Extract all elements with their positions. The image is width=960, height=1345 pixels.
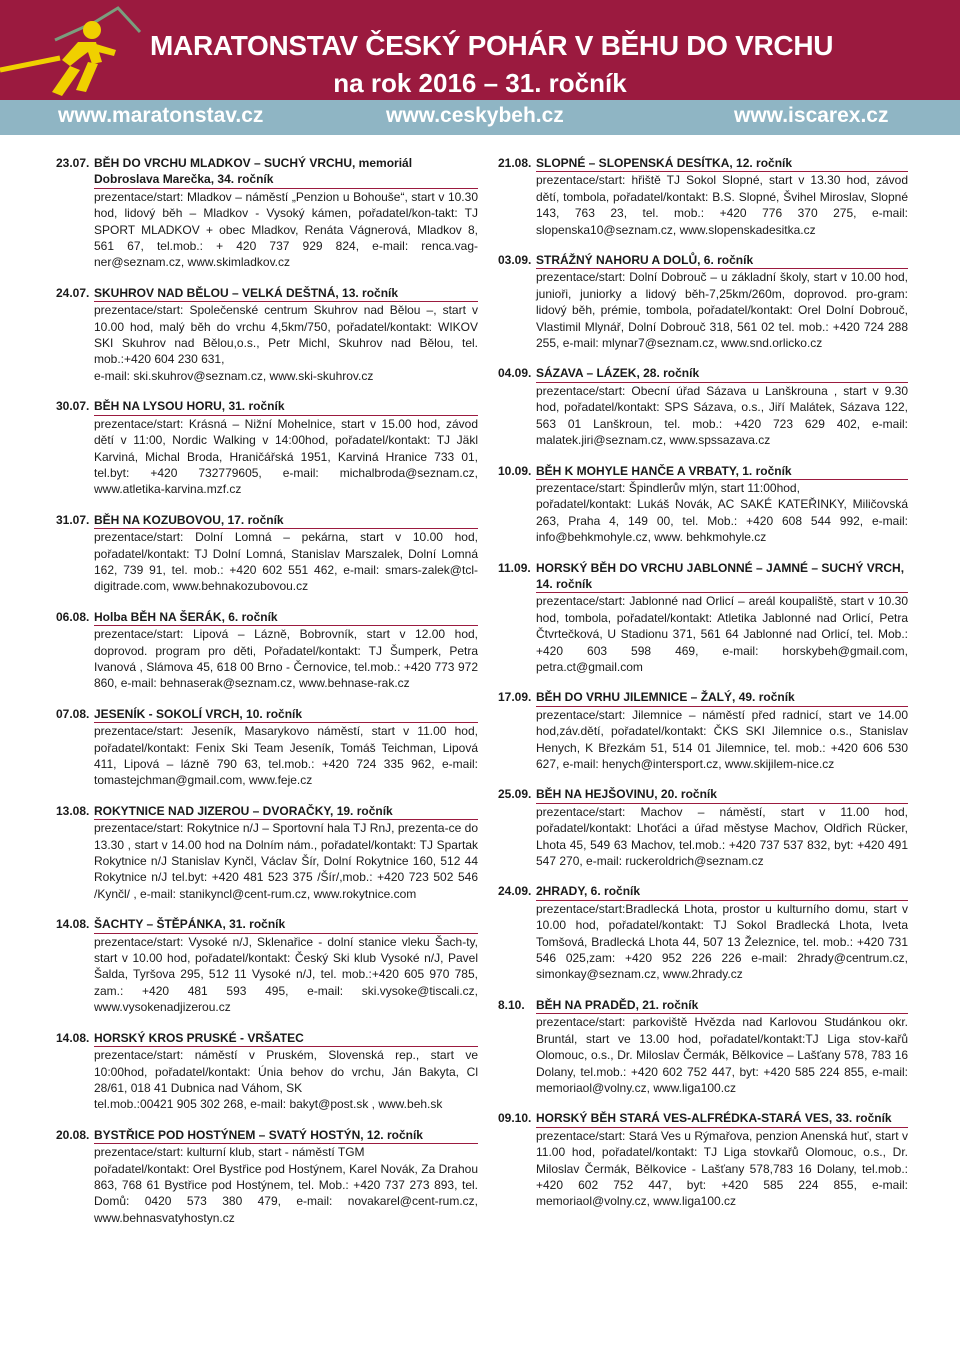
event-detail-line: prezentace/start: Rokytnice n/J – Sportovní hala TJ RnJ, prezenta-ce do 13.30 , start v 14.00 hod na Dolním nám., pořadatel/kontakt: TJ Spartak Rokytnice n/J Stanislav Kynčl, Václav Šír, Dolní Rokytnice 160, 512 44 Rokytnice n/J tel.byt: +420 481 523 375 /Šír/,mob.: +420 723 502 546 /Kynčl/ , e-mail: stanikyncl@cent-rum.cz, www.rokytnice.com xyxy=(94,821,478,901)
url-maratonstav[interactable]: www.maratonstav.cz xyxy=(58,104,264,127)
event-entry xyxy=(498,1110,908,1209)
event-entry xyxy=(498,560,908,676)
event-header xyxy=(498,560,908,594)
event-date: 06.08. xyxy=(56,609,90,624)
event-title: 2HRADY, 6. ročník xyxy=(536,883,908,900)
event-entry xyxy=(56,803,478,902)
event-detail-line: prezentace/start: Jeseník, Masarykovo náměstí, start v 11.00 hod, pořadatel/kontakt: Fenix Ski Team Jeseník, Tomáš Teichman, Lipová 411, Lipová – lázně 790 63, tel.mob.: +420 724 335 962, e-mail: tomastejchman@gmail.com, www.feje.cz xyxy=(94,724,478,788)
event-detail-line: prezentace/start: Stará Ves u Rýmařova, penzion Anenská huť, start v 11.00 hod, pořadatel/kontakt: TJ Liga stovkařů Olomouc, o.s., Dr. Miloslav Čermák, Bělkovice - Lašťany 578,783 16 Dolany, tel.mob.: +420 602 752 447, byt: +420 585 224 855, e-mail: memoriaol@volny.cz, www.liga100.cz xyxy=(536,1128,908,1209)
event-title: BĚH NA HEJŠOVINU, 20. ročník xyxy=(536,786,908,803)
event-title: STRÁŽNÝ NAHORU A DOLŮ, 6. ročník xyxy=(536,252,908,269)
event-entry xyxy=(498,689,908,772)
event-date: 09.10. xyxy=(498,1111,532,1126)
event-detail-line: prezentace/start: Jablonné nad Orlicí – areál koupaliště, start v 10.30 hod, tombola, pořadatel/kontakt: Atletika Jablonné nad Orlicí, Petra Čtvrtečková, U Stadionu 371, 561 64 Jablonné nad Orlicí, tel. Mob.: +420 603 598 469, e-mail: horskybeh@gmail.com, petra.ct@gmail.com xyxy=(536,594,908,674)
event-header xyxy=(56,512,478,529)
event-details xyxy=(536,480,908,546)
event-title: BĚH NA PRADĚD, 21. ročník xyxy=(536,997,908,1014)
event-date: 8.10. xyxy=(498,997,525,1012)
event-header xyxy=(498,1110,908,1127)
event-details xyxy=(94,529,478,595)
event-header xyxy=(56,1030,478,1047)
event-date: 11.09. xyxy=(498,560,531,575)
event-entry xyxy=(56,398,478,497)
event-date: 24.07. xyxy=(56,285,90,300)
event-header xyxy=(498,365,908,382)
event-entry xyxy=(498,365,908,448)
event-details xyxy=(536,1014,908,1096)
event-entry xyxy=(498,252,908,351)
event-details xyxy=(94,723,478,789)
event-title: BĚH NA KOZUBOVOU, 17. ročník xyxy=(94,512,478,529)
event-details xyxy=(94,189,478,271)
event-details xyxy=(536,901,908,983)
event-header xyxy=(56,398,478,415)
event-details xyxy=(536,1128,908,1210)
event-date: 14.08. xyxy=(56,917,90,932)
event-date: 21.08. xyxy=(498,156,532,170)
event-details xyxy=(94,302,478,384)
event-date: 14.08. xyxy=(56,1030,90,1045)
event-title: HORSKÝ BĚH STARÁ VES-ALFRÉDKA-STARÁ VES, 33. ročník xyxy=(536,1110,908,1127)
event-title: SLOPNÉ – SLOPENSKÁ DESÍTKA, 12. ročník xyxy=(536,155,908,172)
event-title: ŠACHTY – ŠTĚPÁNKA, 31. ročník xyxy=(94,916,478,933)
event-date: 30.07. xyxy=(56,399,90,414)
header-title: MARATONSTAV ČESKÝ POHÁR V BĚHU DO VRCHU xyxy=(150,30,834,61)
event-details xyxy=(94,416,478,498)
event-header xyxy=(56,285,478,302)
url-ceskybeh[interactable]: www.ceskybeh.cz xyxy=(386,104,564,127)
event-detail-line: prezentace/start: parkoviště Hvězda nad Karlovou Studánkou okr. Bruntál, start ve 13.00 hod, pořadatel/kontakt:TJ Liga stov-kařů Olomouc, o.s., Dr. Miloslav Čermák, Bělkovice – Lašťany 578, 783 16 Dolany, tel.mob.: +420 602 752 447, byt: +420 585 224 855, e-mail: memoriaol@volny.cz, www.liga100.cz xyxy=(536,1015,908,1095)
event-header xyxy=(498,463,908,480)
event-detail-line: prezentace/start: Obecní úřad Sázava u Lanškrouna , start v 9.30 hod, pořadatel/kontakt: SPS Sázava, o.s., Jiří Malátek, Sázava 122, 563 01 Lanškroun, tel. mob.: +420 723 629 402, e-mail: malatek.jiri@seznam.cz, www.spssazava.cz xyxy=(536,383,908,448)
event-date: 13.08. xyxy=(56,803,90,818)
event-title: HORSKÝ BĚH DO VRCHU JABLONNÉ – JAMNÉ – SUCHÝ VRCH, 14. ročník xyxy=(536,560,908,594)
event-detail-line: pořadatel/kontakt: Orel Bystřice pod Hostýnem, Karel Novák, Za Drahou 863, 768 61 Bystřice pod Hostýnem, tel. Mob.: +420 737 273 893, tel. Domů: 0420 573 380 479, e-mail: novakarel@cent-rum.cz, www.behnasvatyhostyn.cz xyxy=(94,1161,478,1225)
event-details xyxy=(94,626,478,692)
event-title: BĚH NA LYSOU HORU, 31. ročník xyxy=(94,398,478,415)
event-header xyxy=(56,609,478,626)
event-date: 07.08. xyxy=(56,706,90,721)
event-entry xyxy=(498,463,908,546)
event-details xyxy=(536,383,908,449)
event-detail-line: prezentace/start: Dolní Dobrouč – u základní školy, start v 10.00 hod, junioři, juniorky a lidový běh-7,25km/260m, doprovod. pro-gram: lidový běh, prémie, tombola, pořadatel/kontakt: Orel Dolní Dobrouč, Vlastimil Mlynář, Dolní Dobrouč 318, 561 02 tel. mob.: +420 724 288 255, e-mail: mlynar7@seznam.cz, www.snd.orlicko.cz xyxy=(536,270,908,351)
event-title: BĚH K MOHYLE HANČE A VRBATY, 1. ročník xyxy=(536,463,908,480)
event-entry xyxy=(56,155,478,271)
event-detail-line: prezentace/start:Bradlecká Lhota, prostor u kulturního domu, start v 10.00 hod, pořadatel/kontakt: TJ Sokol Bradlecká Lhota, Iveta Tomšová, Bradlecká Lhota 44, 507 13 Železnice, tel. mob.: +420 731 546 025,zam: +420 952 226 226 e-mail: 2hrady@centrum.cz, simonkay@seznam.cz, www.2hrady.cz xyxy=(536,901,908,982)
event-detail-line: prezentace/start: kulturní klub, start - náměstí TGM xyxy=(94,1145,365,1160)
header-banner xyxy=(0,0,960,135)
event-date: 17.09. xyxy=(498,690,532,705)
event-title: SÁZAVA – LÁZEK, 28. ročník xyxy=(536,365,908,382)
event-date: 04.09. xyxy=(498,366,532,381)
event-date: 20.08. xyxy=(56,1127,90,1142)
event-title: Holba BĚH NA ŠERÁK, 6. ročník xyxy=(94,609,478,626)
event-header xyxy=(498,252,908,269)
event-header xyxy=(498,155,908,172)
event-date: 24.09. xyxy=(498,884,532,899)
event-header xyxy=(498,997,908,1014)
event-title: BĚH DO VRHU JILEMNICE – ŽALÝ, 49. ročník xyxy=(536,689,908,706)
event-title: ROKYTNICE NAD JIZEROU – DVORAČKY, 19. ročník xyxy=(94,803,478,820)
event-header xyxy=(498,689,908,706)
event-detail-line: e-mail: ski.skuhrov@seznam.cz, www.ski-skuhrov.cz xyxy=(94,368,374,383)
event-date: 10.09. xyxy=(498,463,532,478)
event-details xyxy=(536,269,908,351)
event-title: BĚH DO VRCHU MLADKOV – SUCHÝ VRCHU, memoriál Dobroslava Marečka, 34. ročník xyxy=(94,155,478,189)
event-entry xyxy=(56,1030,478,1113)
event-detail-line: tel.mob.:00421 905 302 268, e-mail: bakyt@post.sk , www.beh.sk xyxy=(94,1097,443,1112)
event-header xyxy=(56,803,478,820)
event-header xyxy=(498,883,908,900)
event-entry xyxy=(498,883,908,982)
event-details xyxy=(94,1047,478,1113)
event-header xyxy=(498,786,908,803)
runner-logo-icon xyxy=(0,0,170,100)
event-entry xyxy=(56,916,478,1015)
event-detail-line: prezentace/start: Mladkov – náměstí „Penzion u Bohouše“, start v 10.30 hod, lidový běh – Mladkov - Vysoký kámen, pořadatel/kon-takt: TJ SPORT MLADKOV + obec Mladkov, Renáta Vágnerová, Mladkov 8, 561 67, tel.mob.: + 420 737 929 824, e-mail: renca.vag-ner@seznam.cz, www.skimladkov.cz xyxy=(94,189,478,270)
event-title: HORSKÝ KROS PRUSKÉ - VRŠATEC xyxy=(94,1030,478,1047)
event-details xyxy=(94,820,478,902)
right-column xyxy=(498,155,908,1224)
event-detail-line: prezentace/start: Jilemnice – náměstí před radnicí, start ve 14.00 hod,záv.dětí, pořadatel/kontakt: ČKS SKI Jilemnice o.s., Stanislav Henych, K Březkám 51, 514 01 Jilemnice, tel. mob.: +420 606 530 627, e-mail: henych@intersport.cz, www.skijilem-nice.cz xyxy=(536,707,908,771)
event-title: JESENÍK - SOKOLÍ VRCH, 10. ročník xyxy=(94,706,478,723)
event-entry xyxy=(56,1127,478,1226)
event-details xyxy=(94,934,478,1016)
url-iscarex[interactable]: www.iscarex.cz xyxy=(734,104,889,127)
event-detail-line: prezentace/start: Vysoké n/J, Sklenařice - dolní stanice vleku Šach-ty, start v 10.00 hod, pořadatel/kontakt: Český Ski klub Vysoké n/J, Pavel Šalda, Tyršova 295, 512 11 Vysoké n/J, tel. mob.:+420 605 970 785, zam.: +420 481 593 495, e-mail: ski.vysoke@tiscali.cz, www.vysokenadjizerou.cz xyxy=(94,934,478,1015)
event-title: BYSTŘICE POD HOSTÝNEM – SVATÝ HOSTÝN, 12. ročník xyxy=(94,1127,478,1144)
event-date: 31.07. xyxy=(56,512,90,527)
event-entry xyxy=(498,997,908,1096)
event-detail-line: prezentace/start: náměstí v Pruském, Slovenská rep., start ve 10:00hod, pořadatel/kontakt: Únia behov do vrchu, Ján Bakyta, Cl 28/61, 018 41 Dubnica nad Váhom, SK xyxy=(94,1048,478,1095)
event-details xyxy=(536,593,908,675)
event-entry xyxy=(56,706,478,789)
event-entry xyxy=(498,786,908,869)
event-entry xyxy=(56,512,478,595)
event-title: SKUHROV NAD BĚLOU – VELKÁ DEŠTNÁ, 13. ročník xyxy=(94,285,478,302)
event-details xyxy=(536,172,908,238)
event-date: 03.09. xyxy=(498,253,532,268)
event-header xyxy=(56,706,478,723)
event-detail-line: prezentace/start: Lipová – Lázně, Bobrovník, start v 12.00 hod, doprovod. program pro děti, Pořadatel/kontakt: TJ Šumperk, Petra Ivanová , Slámova 45, 618 00 Brno - Černovice, tel.mob.: +420 773 972 860, e-mail: behnaserak@seznam.cz, www.behnase-rak.cz xyxy=(94,627,478,691)
event-entry xyxy=(56,285,478,384)
event-date: 25.09. xyxy=(498,787,532,802)
event-entry xyxy=(498,155,908,238)
event-entry xyxy=(56,609,478,692)
event-date: 23.07. xyxy=(56,156,90,170)
left-column xyxy=(56,155,478,1240)
event-details xyxy=(94,1144,478,1226)
event-header xyxy=(56,916,478,933)
event-detail-line: pořadatel/kontakt: Lukáš Novák, AC SAKÉ KATEŘINKY, Miličovská 263, Praha 4, 149 00, tel. Mob.: +420 608 544 992, e-mail: info@behkmohyle.cz, www. behkmohyle.cz xyxy=(536,497,908,545)
event-detail-line: prezentace/start: Dolní Lomná – pekárna, start v 10.00 hod, pořadatel/kontakt: TJ Dolní Lomná, Stanislav Marszalek, Dolní Lomná 162, 739 91, tel. mob.: +420 602 551 462, e-mail: smars-zalek@tcl-digitrade.com, www.behnakozubovou.cz xyxy=(94,530,478,594)
event-header xyxy=(56,155,478,189)
event-detail-line: prezentace/start: Machov – náměstí, start v 11.00 hod, pořadatel/kontakt: Lhoťáci a úřad městyse Machov, Oldřich Rücker, Lhota 45, 549 63 Machov, tel.mob.: +420 737 537 832, byt: +420 491 547 270, e-mail: ruckeroldrich@seznam.cz xyxy=(536,804,908,869)
event-detail-line: prezentace/start: Společenské centrum Skuhrov nad Bělou –, start v 10.00 hod, malý běh do vrchu 4,5km/750, pořadatel/kontakt: WIKOV SKI Skuhrov nad Bělou,o.s., Petr Michl, Skuhrov nad Bělou, tel. mob.:+420 604 230 631, xyxy=(94,303,478,367)
event-details xyxy=(536,707,908,773)
event-detail-line: prezentace/start: Špindlerův mlýn, start 11:00hod, xyxy=(536,480,800,495)
event-detail-line: prezentace/start: hřiště TJ Sokol Slopné, start v 13.30 hod, závod dětí, tombola, pořadatel/kontakt: B.S. Slopné, Švihel Miroslav, Slopné 143, 763 23, tel. mob.: +420 776 370 275, e-mail: slopenska10@seznam.cz, www.slopenskadesitka.cz xyxy=(536,173,908,237)
event-details xyxy=(536,804,908,870)
event-header xyxy=(56,1127,478,1144)
event-detail-line: prezentace/start: Krásná – Nižní Mohelnice, start v 15.00 hod, závod dětí v 11:00, Nordic Walking v 14:00hod, pořadatel/kontakt: TJ Jäkl Karviná, Michal Broda, Hraničářská 1951, Karviná Hranice 733 01, tel.byt: +420 732779605, e-mail: michalbroda@seznam.cz, www.atletika-karvina.mzf.cz xyxy=(94,416,478,497)
header-subtitle: na rok 2016 – 31. ročník xyxy=(333,68,627,98)
